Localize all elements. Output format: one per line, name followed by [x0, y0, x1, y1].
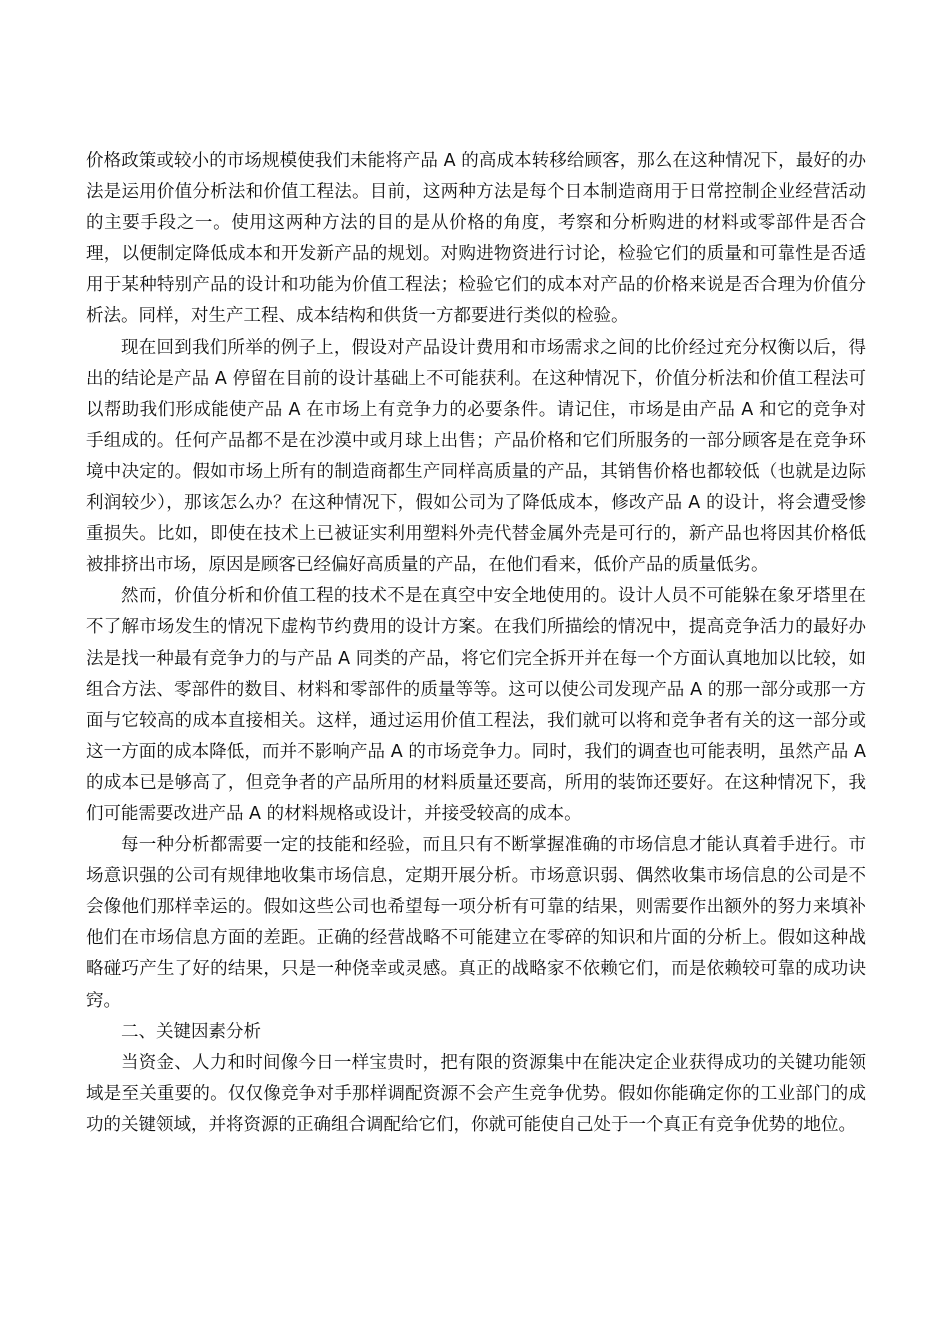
paragraph-1: 价格政策或较小的市场规模使我们未能将产品 A 的高成本转移给顾客，那么在这种情况下，最好的办法是运用价值分析法和价值工程法。目前，这两种方法是每个日本制造商用于日常控制企业经营活动的主要手段之一。使用这两种方法的目的是从价格的角度，考察和分析购进的材料或零部件是否合理，以便制定降低成本和开发新产品的规划。对购进物资进行讨论，检验它们的质量和可靠性是否适用于某种特别产品的设计和功能为价值工程法；检验它们的成本对产品的价格来说是否合理为价值分析法。同样，对生产工程、成本结构和供货一方都要进行类似的检验。 — [86, 151, 866, 327]
paragraph-3: 然而，价值分析和价值工程的技术不是在真空中安全地使用的。设计人员不可能躲在象牙塔里在不了解市场发生的情况下虚构节约费用的设计方案。在我们所描绘的情况中，提高竞争活力的最好办法是找一种最有竞争力的与产品 A 同类的产品，将它们完全拆开并在每一个方面认真地加以比较，如组合方法、零部件的数目、材料和零部件的质量等等。这可以使公司发现产品 A 的那一部分或那一方面与它较高的成本直接相关。这样，通过运用价值工程法，我们就可以将和竞争者有关的这一部分或这一方面的成本降低，而并不影响产品 A 的市场竞争力。同时，我们的调查也可能表明，虽然产品 A 的成本已是够高了，但竞争者的产品所用的材料质量还要高，所用的装饰还要好。在这种情况下，我们可能需要改进产品 A 的材料规格或设计，并接受较高的成本。 — [86, 586, 866, 824]
paragraph-5: 当资金、人力和时间像今日一样宝贵时，把有限的资源集中在能决定企业获得成功的关键功能领域是至关重要的。仅仅像竞争对手那样调配资源不会产生竞争优势。假如你能确定你的工业部门的成功的关键领域，并将资源的正确组合调配给它们，你就可能使自己处于一个真正有竞争优势的地位。 — [86, 1052, 866, 1135]
paragraph-4: 每一种分析都需要一定的技能和经验，而且只有不断掌握准确的市场信息才能认真着手进行。市场意识强的公司有规律地收集市场信息，定期开展分析。市场意识弱、偶然收集市场信息的公司是不会像他们那样幸运的。假如这些公司也希望每一项分析有可靠的结果，则需要作出额外的努力来填补他们在市场信息方面的差距。正确的经营战略不可能建立在零碎的知识和片面的分析上。假如这种战略碰巧产生了好的结果，只是一种侥幸或灵感。真正的战略家不依赖它们，而是依赖较可靠的成功诀窍。 — [86, 835, 866, 1011]
document-body — [86, 146, 866, 1141]
paragraph-2: 现在回到我们所举的例子上，假设对产品设计费用和市场需求之间的比价经过充分权衡以后，得出的结论是产品 A 停留在目前的设计基础上不可能获利。在这种情况下，价值分析法和价值工程法可以帮助我们形成能使产品 A 在市场上有竞争力的必要条件。请记住，市场是由产品 A 和它的竞争对手组成的。任何产品都不是在沙漠中或月球上出售；产品价格和它们所服务的一部分顾客是在竞争环境中决定的。假如市场上所有的制造商都生产同样高质量的产品，其销售价格也都较低（也就是边际利润较少），那该怎么办？在这种情况下，假如公司为了降低成本，修改产品 A 的设计，将会遭受惨重损失。比如，即使在技术上已被证实利用塑料外壳代替金属外壳是可行的，新产品也将因其价格低被排挤出市场，原因是顾客已经偏好高质量的产品，在他们看来，低价产品的质量低劣。 — [86, 337, 866, 576]
section-heading: 二、关键因素分析 — [121, 1021, 261, 1042]
